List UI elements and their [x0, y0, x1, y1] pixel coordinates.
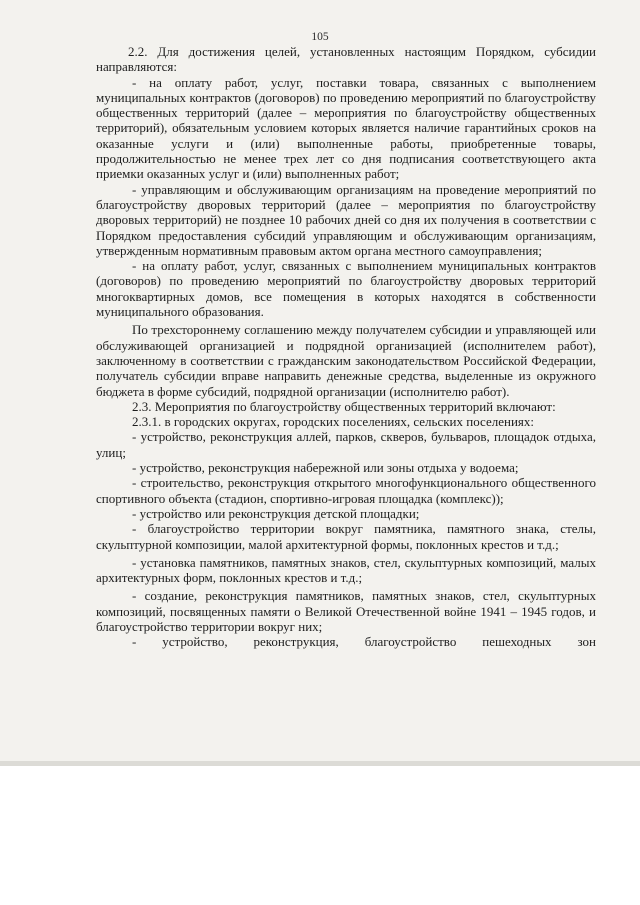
- list-item-war-memorials: - создание, реконструкция памятников, памятных знаков, стел, скульптурных композиций, посвященных памяти о Великой Отечественной войне 1941 – 1945 годов, и благоустройство территории вокруг них;: [96, 588, 596, 634]
- paragraph-2-3-1: 2.3.1. в городских округах, городских поселениях, сельских поселениях:: [132, 414, 534, 430]
- list-item-public-contracts: - на оплату работ, услуг, поставки товара, связанных с выполнением муниципальных контрактов (договоров) по проведению мероприятий по благоустройству общественных территорий (далее – мероприятия по благоустройству общественных территорий), обязательным условием которых является наличие гарантийных сроков на оказанные услуги и (или) выполненные работы, приобретенные товары, продолжительностью не менее трех лет со дня подписания соответствующего акта приемки оказанных услуг и (или) выполненных работ;: [96, 74, 596, 182]
- list-item-playground: - устройство или реконструкция детской площадки;: [132, 505, 420, 521]
- list-item-management-organizations: - управляющим и обслуживающим организациям на проведение мероприятий по благоустройству дворовых территорий (далее – мероприятия по благоустройству дворовых территорий) не позднее 10 рабочих дней со дня их получения в соответствии с Порядком предоставления субсидий управляющим и обслуживающим организациям, утвержденным нормативным правовым актом органа местного самоуправления;: [96, 181, 596, 258]
- list-item-monument-territory: - благоустройство территории вокруг памятника, памятного знака, стелы, скульптурной композиции, малой архитектурной формы, поклонных крестов и т.д.;: [96, 521, 596, 552]
- paragraph-2-2: 2.2. Для достижения целей, установленных настоящим Порядком, субсидии направляются:: [96, 44, 596, 75]
- list-item-alleys-parks: - устройство, реконструкция аллей, парков, скверов, бульваров, площадок отдыха, улиц;: [96, 429, 596, 460]
- paragraph-2-3: 2.3. Мероприятия по благоустройству общественных территорий включают:: [132, 398, 556, 414]
- page-number: 105: [311, 31, 329, 43]
- document-body: [96, 44, 596, 650]
- list-item-pedestrian-zones: - устройство, реконструкция, благоустройство пешеходных зон: [132, 634, 596, 650]
- list-item-sports-facility: - строительство, реконструкция открытого многофункционального общественного спортивного объекта (стадион, спортивно-игровая площадка (комплекс));: [96, 475, 596, 506]
- scan-bottom-edge: [0, 761, 640, 766]
- paragraph-tripartite-agreement: По трехстороннему соглашению между получателем субсидии и управляющей или обслуживающей организацией и подрядной организацией (исполнителем работ), заключенному в соответствии с гражданским законодательством Российской Федерации, получатель субсидии вправе направить денежные средства, выделенные из окружного бюджета в форме субсидий, подрядной организации (исполнителю работ).: [96, 322, 596, 399]
- list-item-monument-installation: - установка памятников, памятных знаков, стел, скульптурных композиций, малых архитектурных форм, поклонных крестов и т.д.;: [96, 554, 596, 586]
- list-item-municipal-contracts: - на оплату работ, услуг, связанных с выполнением муниципальных контрактов (договоров) по проведению мероприятий по благоустройству дворовых территорий многоквартирных домов, все помещения в которых находятся в собственности муниципального образования.: [96, 258, 596, 320]
- list-item-embankment: - устройство, реконструкция набережной или зоны отдыха у водоема;: [132, 460, 519, 476]
